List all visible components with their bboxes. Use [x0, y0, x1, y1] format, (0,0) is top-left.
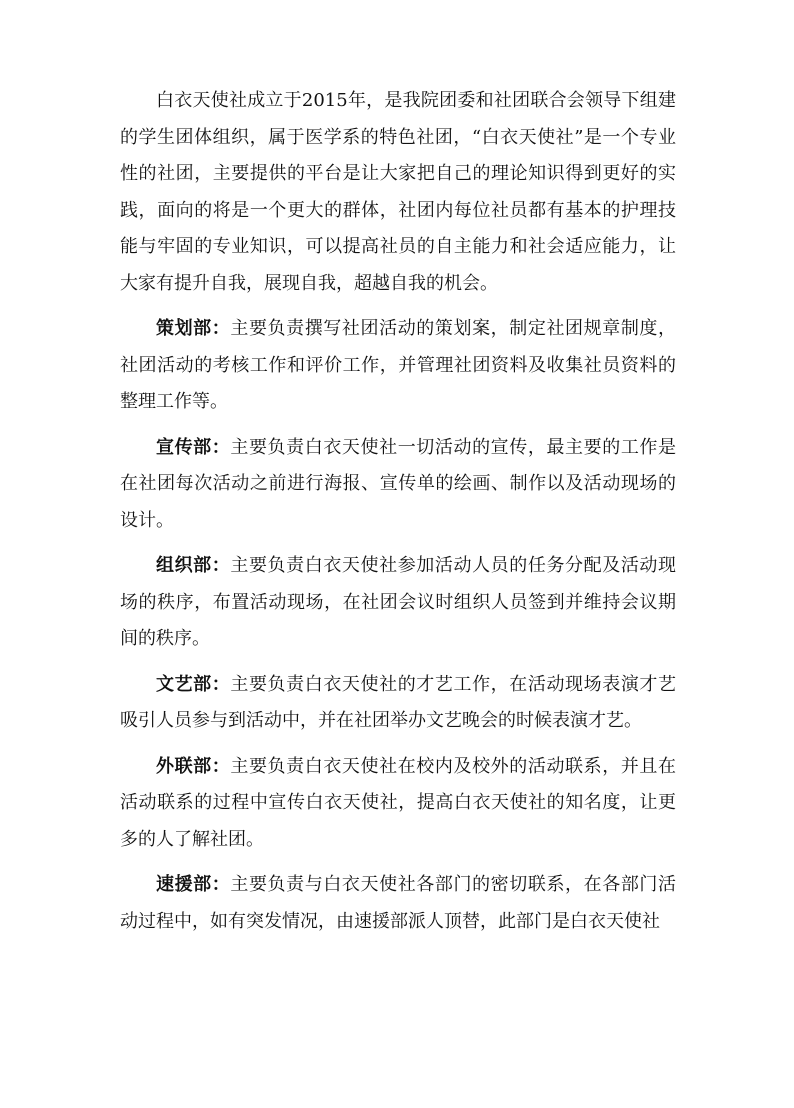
- department-name: 速援部：: [156, 874, 231, 895]
- department-description: 主要负责白衣天使社一切活动的宣传，最主要的工作是在社团每次活动之前进行海报、宣传单的绘画、制作以及活动现场的设计。: [120, 436, 677, 531]
- department-paragraph-arts: [120, 667, 676, 740]
- department-paragraph-planning: [120, 311, 676, 421]
- intro-paragraph: 白衣天使社成立于2015年，是我院团委和社团联合会领导下组建的学生团体组织，属于医学系的特色社团，“白衣天使社”是一个专业性的社团，主要提供的平台是让大家把自己的理论知识得到更好的实践，面向的将是一个更大的群体，社团内每位社员都有基本的护理技能与牢固的专业知识，可以提高社员的自主能力和社会适应能力，让大家有提升自我，展现自我，超越自我的机会。: [120, 90, 676, 294]
- department-description: 主要负责白衣天使社参加活动人员的任务分配及活动现场的秩序，布置活动现场，在社团会议时组织人员签到并维持会议期间的秩序。: [120, 555, 677, 649]
- department-paragraph-external-relations: [120, 749, 676, 859]
- department-name: 宣传部：: [156, 436, 231, 458]
- department-description: 主要负责白衣天使社在校内及校外的活动联系，并且在活动联系的过程中宣传白衣天使社，提高白衣天使社的知名度，让更多的人了解社团。: [120, 755, 677, 850]
- department-name: 策划部：: [156, 318, 231, 339]
- document-page: [120, 83, 676, 949]
- department-paragraph-organization: [120, 548, 676, 658]
- department-paragraph-publicity: [120, 430, 676, 540]
- department-description: 主要负责与白衣天使社各部门的密切联系，在各部门活动过程中，如有突发情况，由速援部派人顶替，此部门是白衣天使社: [120, 874, 677, 932]
- department-paragraph-rapid-support: [120, 867, 676, 940]
- department-name: 文艺部：: [156, 673, 231, 695]
- department-description: 主要负责撰写社团活动的策划案，制定社团规章制度，社团活动的考核工作和评价工作，并管理社团资料及收集社员资料的整理工作等。: [120, 318, 677, 412]
- department-name: 外联部：: [156, 755, 231, 777]
- department-description: 主要负责白衣天使社的才艺工作，在活动现场表演才艺吸引人员参与到活动中，并在社团举办文艺晚会的时候表演才艺。: [120, 673, 677, 731]
- department-name: 组织部：: [156, 555, 231, 576]
